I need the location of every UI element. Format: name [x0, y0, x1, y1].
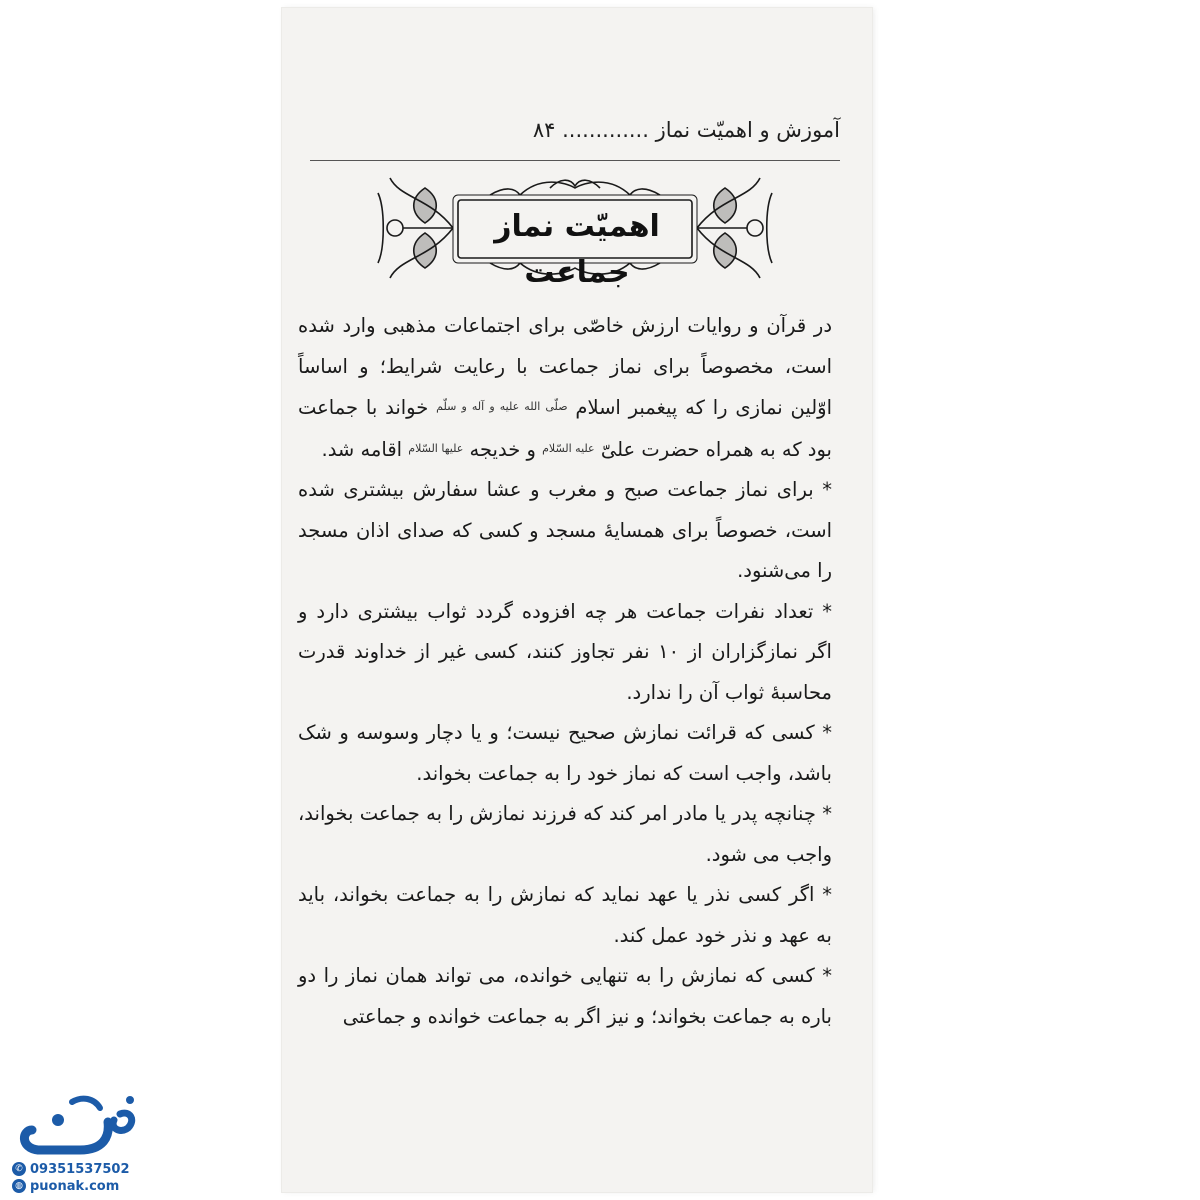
paragraph-bullet-6: * کسی که نمازش را به تنهایی خوانده، می تواند همان نماز را دو باره به جماعت بخواند؛ و نیز اگر به جماعت خوانده و جماعتی — [298, 964, 832, 1028]
intro-part-1: در قرآن و روایات ارزش خاصّی برای اجتماعات مذهبی وارد شده است، مخصوصاً برای نماز جماعت با رعایت شرایط؛ و اساساً اوّلین نمازی را که پیغمبر اسلام — [298, 314, 833, 419]
page-number: ۸۴ — [532, 118, 556, 142]
paragraph-bullet-1: * برای نماز جماعت صبح و مغرب و عشا سفارش بیشتری شده است، خصوصاً برای همسایهٔ مسجد و کسی که صدای اذان مسجد را می‌شنود. — [298, 478, 832, 582]
brand-logo-icon — [10, 1090, 160, 1162]
body-text — [298, 306, 832, 1037]
intro-part-4: اقامه شد. — [321, 437, 403, 461]
paragraph-bullet-4: * چنانچه پدر یا مادر امر کند که فرزند نمازش را به جماعت بخواند، واجب می شود. — [298, 802, 832, 866]
watermark-phone-text: 09351537502 — [30, 1162, 130, 1177]
paragraph-bullet-3: * کسی که قرائت نمازش صحیح نیست؛ و یا دچار وسوسه و شک باشد، واجب است که نماز خود را به جماعت بخواند. — [298, 721, 832, 785]
book-page — [282, 8, 872, 1192]
paragraph-intro — [298, 306, 832, 470]
paragraph-bullet-2: * تعداد نفرات جماعت هر چه افزوده گردد ثواب بیشتری دارد و اگر نمازگزاران از ۱۰ نفر تجاوز کنند، کسی غیر از خداوند قدرت محاسبهٔ ثواب آن را ندارد. — [298, 599, 832, 704]
running-header — [310, 108, 840, 161]
section-heading: اهمیّت نماز جماعت — [494, 209, 660, 290]
running-dots: ............. — [562, 118, 649, 142]
whatsapp-icon: ✆ — [12, 1162, 26, 1176]
globe-icon: ◍ — [12, 1179, 26, 1193]
blessing-prophet: صلّی الله علیه و آله و سلّم — [436, 400, 568, 413]
paragraph-bullet-5: * اگر کسی نذر یا عهد نماید که نمازش را به جماعت بخواند، باید به عهد و نذر خود عمل کند. — [298, 883, 832, 947]
watermark-url — [15, 1179, 120, 1194]
watermark-url-text: puonak.com — [30, 1179, 120, 1194]
blessing-ali: علیه السّلام — [542, 441, 595, 455]
intro-part-2: خواند با جماعت بود که به همراه حضرت علیّ — [298, 396, 832, 461]
running-header-text — [533, 118, 840, 142]
running-title: آموزش و اهمیّت نماز — [655, 118, 840, 142]
blessing-khadija: علیها السّلام — [408, 441, 464, 455]
watermark-logo — [10, 1090, 160, 1195]
watermark-phone — [15, 1162, 130, 1177]
intro-part-3: و خدیجه — [469, 437, 536, 461]
